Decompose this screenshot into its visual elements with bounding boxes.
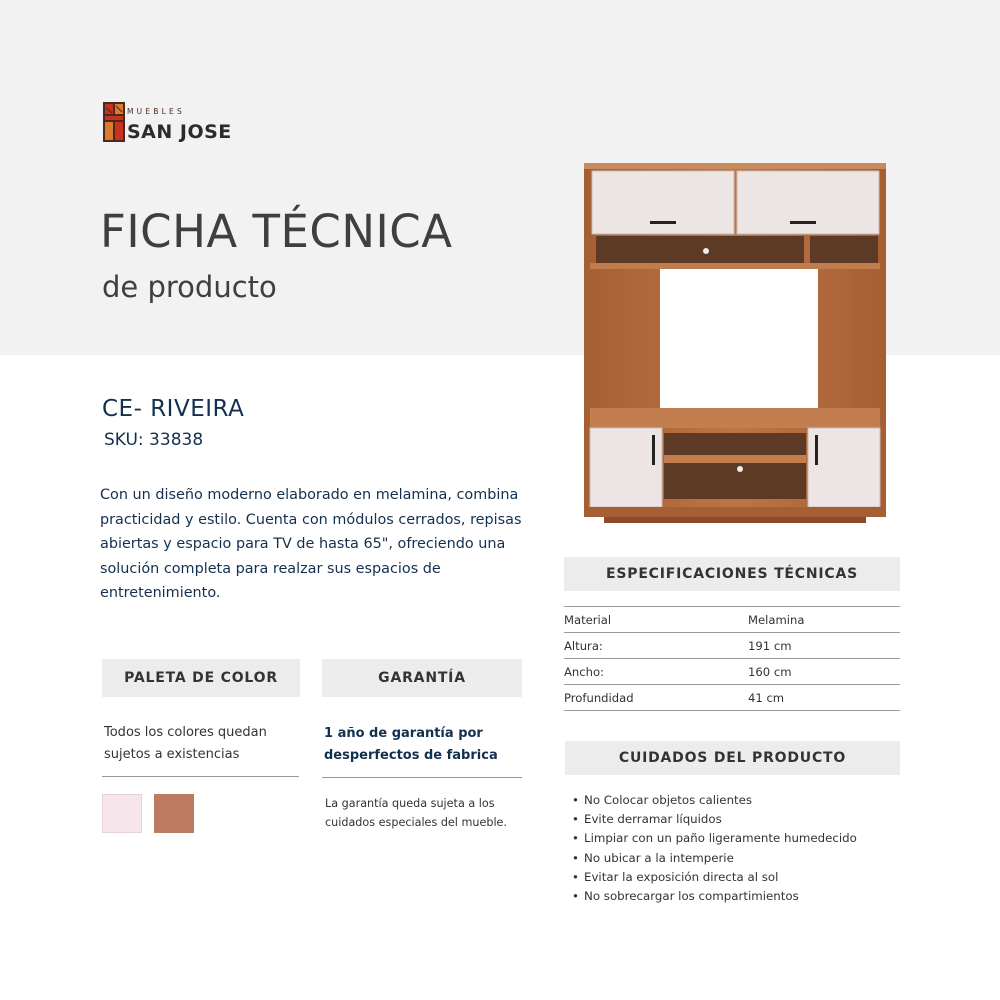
spec-label: Altura: bbox=[564, 633, 748, 659]
care-list bbox=[572, 791, 857, 906]
list-item: • Limpiar con un paño ligeramente humedecido bbox=[572, 829, 857, 848]
list-item: • No sobrecargar los compartimientos bbox=[572, 887, 857, 906]
divider bbox=[322, 777, 522, 778]
list-item: • No Colocar objetos calientes bbox=[572, 791, 857, 810]
spec-value: 41 cm bbox=[748, 685, 900, 711]
list-item: • No ubicar a la intemperie bbox=[572, 849, 857, 868]
spec-label: Material bbox=[564, 607, 748, 633]
color-swatch[interactable] bbox=[154, 794, 194, 833]
specs-header: ESPECIFICACIONES TÉCNICAS bbox=[564, 557, 900, 591]
warranty-main-text: 1 año de garantía por desperfectos de fabrica bbox=[324, 726, 498, 763]
brand-mark-icon bbox=[103, 102, 125, 142]
brand-small-text: MUEBLES bbox=[127, 107, 185, 116]
product-description: Con un diseño moderno elaborado en melamina, combina practicidad y estilo. Cuenta con módulos cerrados, repisas abiertas y espacio para TV de hasta 65", ofreciendo una solución completa para realzar sus espacios de entretenimiento. bbox=[100, 487, 522, 601]
color-swatch[interactable] bbox=[102, 794, 142, 833]
product-name: CE- RIVEIRA bbox=[102, 396, 245, 422]
palette-header: PALETA DE COLOR bbox=[102, 659, 300, 697]
care-header: CUIDADOS DEL PRODUCTO bbox=[565, 741, 900, 775]
page-subtitle: de producto bbox=[102, 270, 277, 304]
page-title: FICHA TÉCNICA bbox=[100, 205, 453, 258]
divider bbox=[102, 776, 299, 777]
spec-value: Melamina bbox=[748, 607, 900, 633]
brand-name: SAN JOSE bbox=[127, 121, 232, 143]
spec-label: Ancho: bbox=[564, 659, 748, 685]
spec-value: 191 cm bbox=[748, 633, 900, 659]
brand-logo bbox=[103, 100, 263, 146]
warranty-header: GARANTÍA bbox=[322, 659, 522, 697]
spec-label: Profundidad bbox=[564, 685, 748, 711]
list-item: • Evite derramar líquidos bbox=[572, 810, 857, 829]
specs-table bbox=[564, 606, 900, 711]
product-sku: SKU: 33838 bbox=[104, 430, 204, 450]
spec-value: 160 cm bbox=[748, 659, 900, 685]
table-row bbox=[564, 607, 900, 633]
table-row bbox=[564, 685, 900, 711]
warranty-note: La garantía queda sujeta a los cuidados especiales del mueble. bbox=[325, 797, 507, 829]
table-row bbox=[564, 633, 900, 659]
table-row bbox=[564, 659, 900, 685]
product-image bbox=[584, 163, 886, 527]
list-item: • Evitar la exposición directa al sol bbox=[572, 868, 857, 887]
palette-text: Todos los colores quedan sujetos a existencias bbox=[104, 725, 267, 762]
